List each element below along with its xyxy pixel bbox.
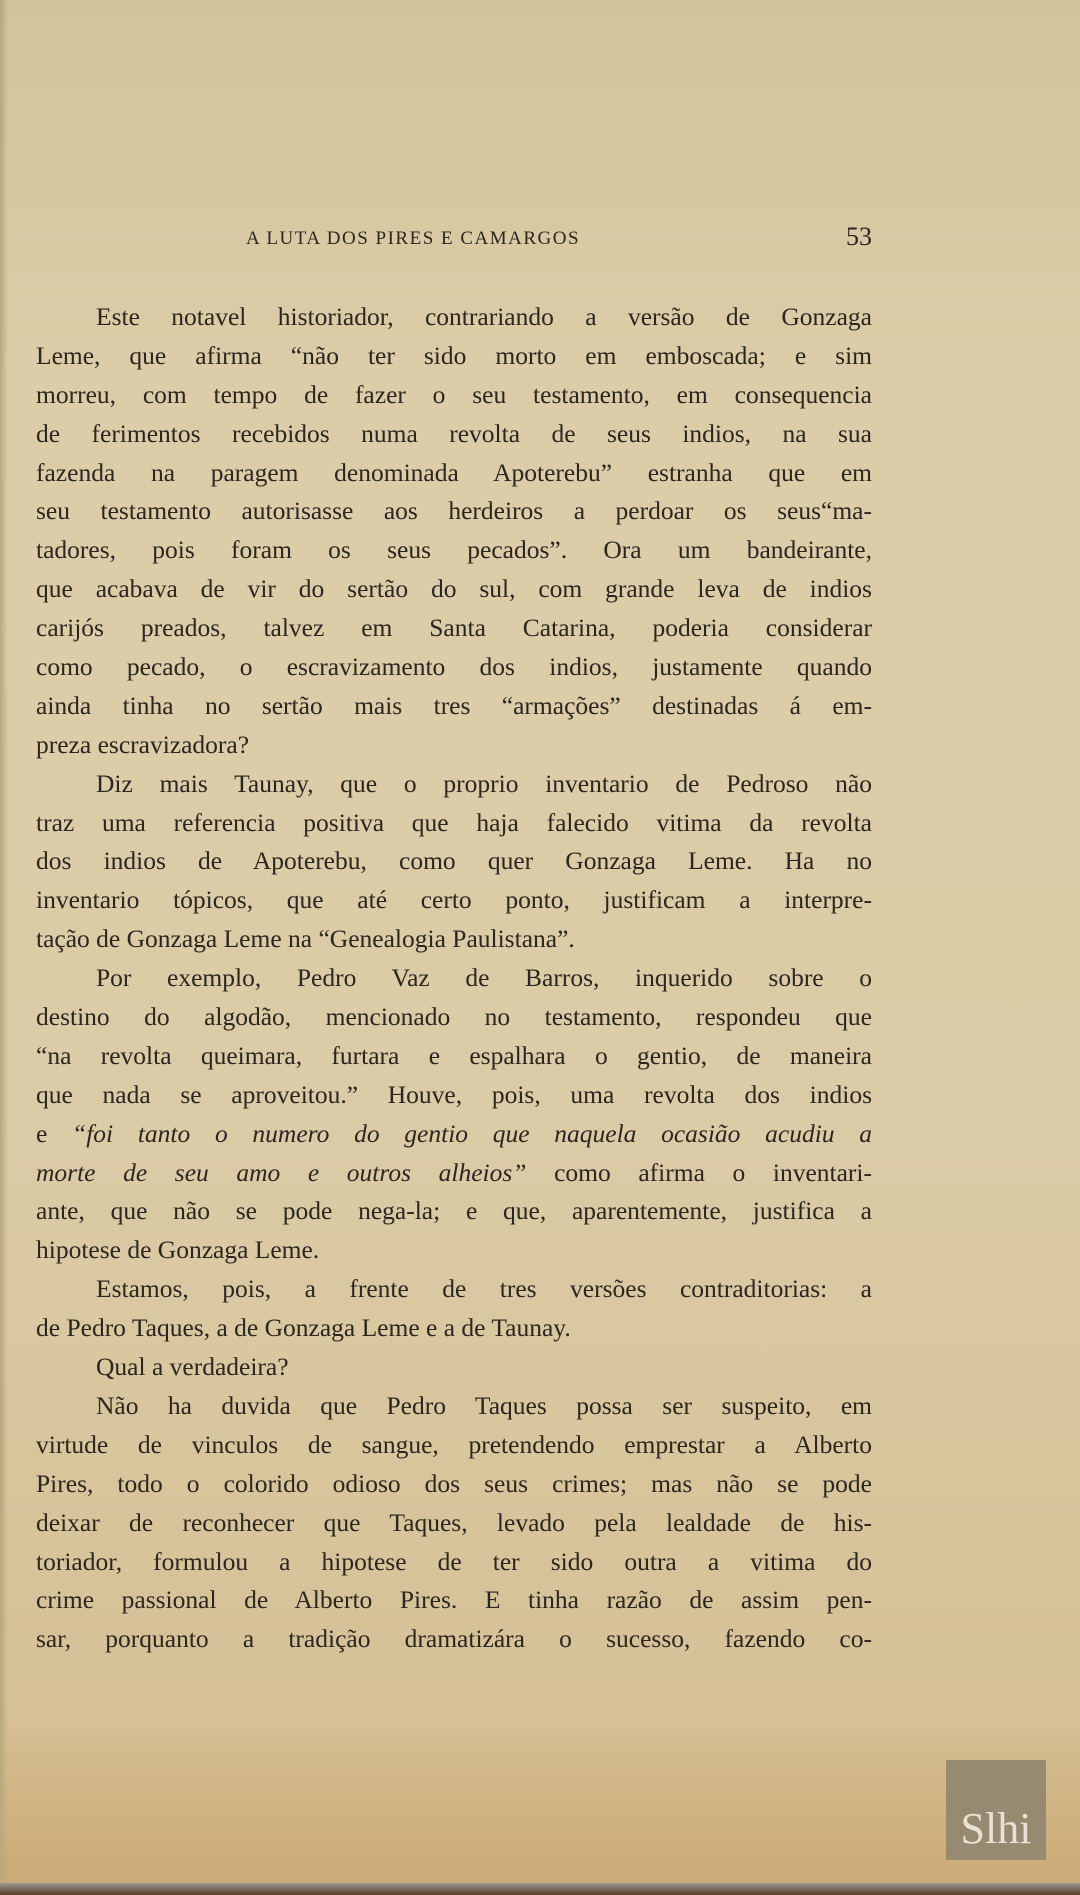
text-segment: virtude de vinculos de sangue, pretendendo emprestar a Alberto <box>36 1429 872 1459</box>
text-segment: preza escravizadora? <box>36 729 250 759</box>
text-segment: que acabava de vir do sertão do sul, com grande leva de indios <box>36 574 872 604</box>
body-text <box>36 298 872 1659</box>
text-segment: crime passional de Alberto Pires. E tinha razão de assim pen- <box>36 1585 872 1615</box>
text-line <box>36 998 872 1037</box>
watermark-text: Slhi <box>960 1804 1032 1853</box>
text-line <box>36 804 872 843</box>
text-segment: Estamos, pois, a frente de tres versões contraditorias: a <box>96 1274 872 1304</box>
text-segment: de Pedro Taques, a de Gonzaga Leme e a de Taunay. <box>36 1313 571 1343</box>
text-segment: destino do algodão, mencionado no testamento, respondeu que <box>36 1002 872 1032</box>
text-segment: toriador, formulou a hipotese de ter sido outra a vitima do <box>36 1546 872 1576</box>
page-edge-shadow <box>0 0 8 1895</box>
text-line <box>36 531 872 570</box>
italic-quote: morte de seu amo e outros alheios” <box>36 1157 527 1187</box>
text-line <box>36 1076 872 1115</box>
text-segment: Qual a verdadeira? <box>96 1352 289 1382</box>
text-segment: como pecado, o escravizamento dos indios, justamente quando <box>36 652 872 682</box>
text-segment: como afirma o inventari- <box>526 1157 872 1187</box>
text-line <box>36 298 872 337</box>
text-segment: dos indios de Apoterebu, como quer Gonzaga Leme. Ha no <box>36 846 872 876</box>
text-line <box>36 1154 872 1193</box>
text-line <box>36 609 872 648</box>
scan-bottom-edge <box>0 1883 1080 1895</box>
text-segment: tação de Gonzaga Leme na “Genealogia Paulistana”. <box>36 924 575 954</box>
text-segment: ante, que não se pode nega-la; e que, aparentemente, justifica a <box>36 1196 872 1226</box>
text-segment: carijós preados, talvez em Santa Catarina, poderia considerar <box>36 613 872 643</box>
text-line <box>36 1504 872 1543</box>
watermark-logo <box>946 1760 1046 1860</box>
text-segment: Este notavel historiador, contrariando a versão de Gonzaga <box>96 302 872 331</box>
text-segment: ainda tinha no sertão mais tres “armações” destinadas á em- <box>36 690 872 720</box>
text-segment: tadores, pois foram os seus pecados”. Ora um bandeirante, <box>36 535 872 565</box>
text-segment: traz uma referencia positiva que haja falecido vitima da revolta <box>36 807 872 837</box>
text-line <box>36 415 872 454</box>
page-header <box>36 222 872 256</box>
text-line <box>36 492 872 531</box>
text-segment: morreu, com tempo de fazer o seu testamento, em consequencia <box>36 379 872 409</box>
text-line <box>36 1620 872 1659</box>
text-line <box>36 1426 872 1465</box>
text-line <box>36 842 872 881</box>
text-line <box>36 765 872 804</box>
text-line <box>36 454 872 493</box>
text-line <box>36 570 872 609</box>
text-segment: fazenda na paragem denominada Apoterebu” estranha que em <box>36 457 872 487</box>
text-line <box>36 726 872 765</box>
text-line <box>36 1270 872 1309</box>
text-segment: que nada se aproveitou.” Houve, pois, uma revolta dos indios <box>36 1079 872 1109</box>
text-line <box>36 1115 872 1154</box>
text-line <box>36 1192 872 1231</box>
text-line <box>36 1543 872 1582</box>
running-title: A LUTA DOS PIRES E CAMARGOS <box>246 228 581 249</box>
text-segment: Leme, que afirma “não ter sido morto em emboscada; e sim <box>36 340 872 370</box>
text-line <box>36 881 872 920</box>
text-line <box>36 920 872 959</box>
text-line <box>36 337 872 376</box>
text-line <box>36 1581 872 1620</box>
text-segment: Diz mais Taunay, que o proprio inventario de Pedroso não <box>96 768 872 798</box>
text-segment: sar, porquanto a tradição dramatizára o sucesso, fazendo co- <box>36 1624 872 1654</box>
text-line <box>36 1387 872 1426</box>
text-line <box>36 1348 872 1387</box>
page-number: 53 <box>846 222 872 251</box>
text-line <box>36 687 872 726</box>
text-segment: de ferimentos recebidos numa revolta de seus indios, na sua <box>36 418 872 448</box>
italic-quote: “foi tanto o numero do gentio que naquela ocasião acudiu a <box>72 1118 872 1148</box>
text-segment: inventario tópicos, que até certo ponto, justificam a interpre- <box>36 885 872 915</box>
text-segment: e <box>36 1118 73 1148</box>
text-segment: hipotese de Gonzaga Leme. <box>36 1235 320 1265</box>
text-line <box>36 376 872 415</box>
text-line <box>36 1309 872 1348</box>
text-segment: seu testamento autorisasse aos herdeiros a perdoar os seus“ma- <box>36 496 872 526</box>
text-line <box>36 1465 872 1504</box>
text-line <box>36 959 872 998</box>
text-segment: Não ha duvida que Pedro Taques possa ser suspeito, em <box>96 1390 872 1420</box>
text-segment: “na revolta queimara, furtara e espalhara o gentio, de maneira <box>36 1040 872 1070</box>
text-segment: Pires, todo o colorido odioso dos seus crimes; mas não se pode <box>36 1468 872 1498</box>
text-line <box>36 648 872 687</box>
text-line <box>36 1037 872 1076</box>
text-segment: deixar de reconhecer que Taques, levado pela lealdade de his- <box>36 1507 872 1537</box>
text-line <box>36 1231 872 1270</box>
text-segment: Por exemplo, Pedro Vaz de Barros, inquerido sobre o <box>96 963 872 993</box>
